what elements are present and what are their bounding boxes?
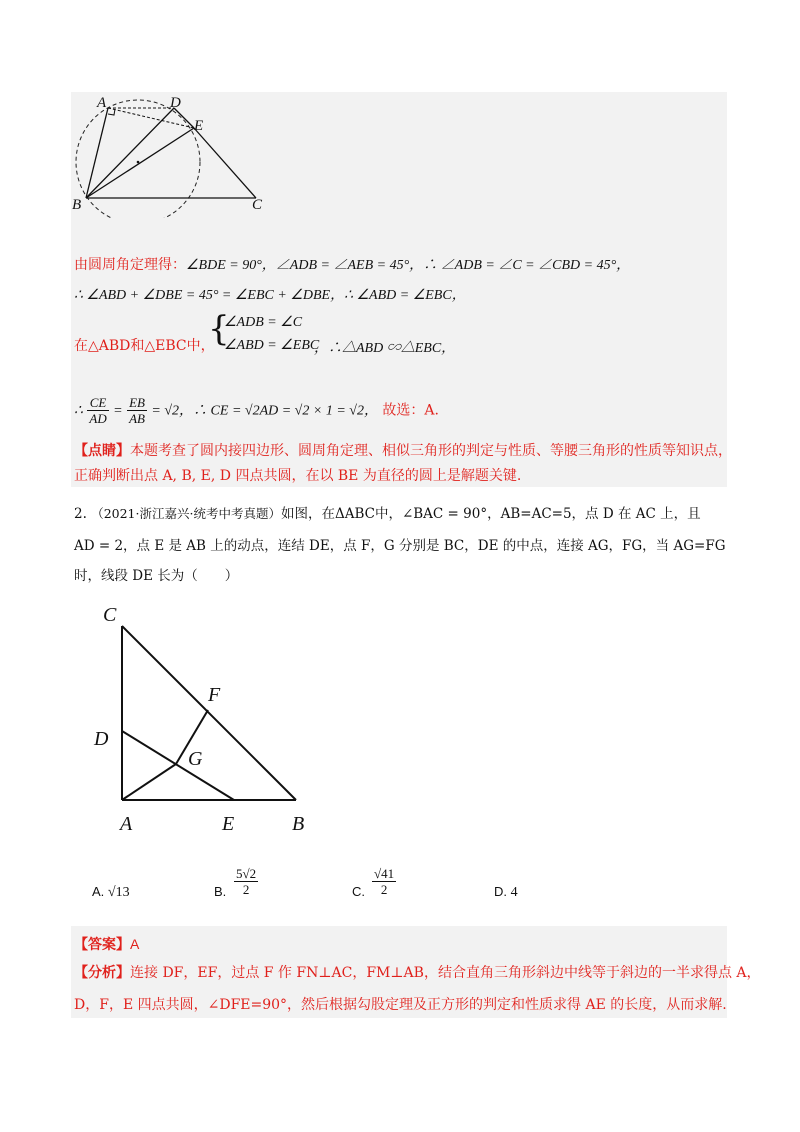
fig2-label-b: B: [292, 813, 305, 835]
fig2-label-g: G: [188, 748, 203, 770]
comment-line-2: [74, 466, 521, 486]
comment-text-2: 正确判断出点 A, B, E, D 四点共圆，在以 BE 为直径的圆上是解题关键.: [74, 468, 522, 484]
answer-line: [74, 934, 139, 955]
solution-line-1: [74, 255, 630, 276]
analysis-text-1: 连接 DF，EF，过点 F 作 FN⊥AC，FM⊥AB，结合直角三角形斜边中线等于斜边的一半求得点 A，: [130, 965, 761, 981]
circle-center: [137, 161, 140, 164]
segment-bd: [86, 108, 174, 198]
analysis-text-2: D，F，E 四点共圆，∠DFE=90°，然后根据勾股定理及正方形的判定和性质求得 AE 的长度，从而求解.: [74, 997, 727, 1013]
fig1-label-d: D: [170, 95, 181, 111]
analysis-tag: 【分析】: [74, 965, 130, 981]
fig1-label-e: E: [194, 118, 204, 134]
fig2-label-a: A: [120, 813, 133, 835]
line1-prefix: 由圆周角定理得：: [74, 257, 186, 273]
analysis-line-1: [74, 963, 761, 983]
question-number: 2.: [74, 506, 87, 522]
line1-math: ∠BDE = 90°，∠ADB = ∠AEB = 45°，∴ ∠ADB = ∠C = ∠CBD = 45°，: [186, 258, 631, 273]
line3-conclusion: ，∴△ABD ∽△EBC，: [314, 341, 456, 356]
fig1-label-a: A: [97, 95, 107, 111]
option-b[interactable]: [214, 884, 226, 899]
option-d[interactable]: [494, 884, 518, 901]
analysis-line-2: [74, 995, 727, 1015]
segment-cb: [122, 626, 296, 800]
fraction-ce-ad: $\frac{CE}{AD}$: [89, 395, 107, 426]
option-c-key: C.: [352, 884, 365, 899]
segment-be: [86, 128, 194, 198]
option-b-fraction: $\frac{5√2}{2}$: [236, 866, 257, 897]
comment-line-1: [74, 441, 732, 461]
fig1-label-c: C: [252, 197, 263, 213]
dashed-circle: [76, 100, 200, 218]
segment-ec: [194, 128, 256, 198]
option-d-key: D.: [494, 884, 507, 899]
answer-value: A: [130, 936, 140, 952]
line4-mid: = √2，∴ CE = √2AD = √2 × 1 = √2，: [151, 403, 378, 419]
figure-right-triangle: [100, 600, 320, 820]
fig2-label-d: D: [94, 728, 109, 750]
solution-line-3: [74, 336, 215, 356]
line3-case2: ∠ABD = ∠EBC: [224, 338, 320, 353]
line4-lead: ∴: [74, 403, 83, 419]
system-brace: {: [208, 309, 230, 349]
fig2-label-c: C: [103, 604, 117, 626]
option-c-fraction: $\frac{√41}{2}$: [374, 866, 395, 897]
option-a-value: √13: [107, 885, 130, 900]
question-stem-3: 时，线段 DE 长为（ ）: [74, 568, 239, 584]
fig1-label-b: B: [72, 197, 82, 213]
question-source: （2021·浙江嘉兴·统考中考真题）: [91, 506, 281, 521]
solution-line-2: [74, 285, 466, 306]
comment-text-1: 本题考查了圆内接四边形、圆周角定理、相似三角形的判定与性质、等腰三角形的性质等知识点，: [130, 443, 732, 459]
option-b-key: B.: [214, 884, 227, 899]
segment-ab: [86, 108, 108, 198]
segment-ag: [122, 764, 176, 800]
comment-tag: 【点睛】: [74, 443, 130, 459]
right-angle-mark: [108, 109, 115, 115]
line4-answer: 故选：A.: [382, 402, 439, 419]
question-stem-1: 如图，在ΔABC中，∠BAC = 90°，AB=AC=5，点 D 在 AC 上，且: [280, 506, 701, 522]
line3-prefix: 在△ABD和△EBC中，: [74, 338, 215, 354]
solution-line-4: ∴ $\frac{CE}{AD}$ = $\frac{EB}{AB}$ = √2，∴ CE = √2AD = √2 × 1 = √2， 故选：A.: [74, 395, 439, 426]
answer-tag: 【答案】: [74, 937, 130, 953]
option-a[interactable]: [92, 884, 130, 901]
question-stem-2: AD = 2，点 E 是 AB 上的动点，连结 DE，点 F，G 分别是 BC，DE 的中点，连接 AG，FG，当 AG=FG: [74, 538, 726, 554]
option-a-key: A.: [92, 884, 105, 899]
option-d-value: 4: [510, 885, 518, 900]
question-2-line-1: [74, 504, 701, 524]
fraction-eb-ab: $\frac{EB}{AB}$: [129, 395, 145, 426]
option-c[interactable]: [352, 884, 365, 899]
question-2-line-3: [74, 566, 238, 586]
line3-case1: ∠ADB = ∠C: [224, 315, 303, 330]
line2-math: ∴ ∠ABD + ∠DBE = 45° = ∠EBC + ∠DBE，∴ ∠ABD = ∠EBC，: [74, 288, 466, 303]
figure-circle-quadrilateral: [70, 94, 270, 218]
fig2-label-f: F: [208, 684, 221, 706]
question-2-line-2: [74, 536, 725, 556]
fig2-label-e: E: [222, 813, 235, 835]
